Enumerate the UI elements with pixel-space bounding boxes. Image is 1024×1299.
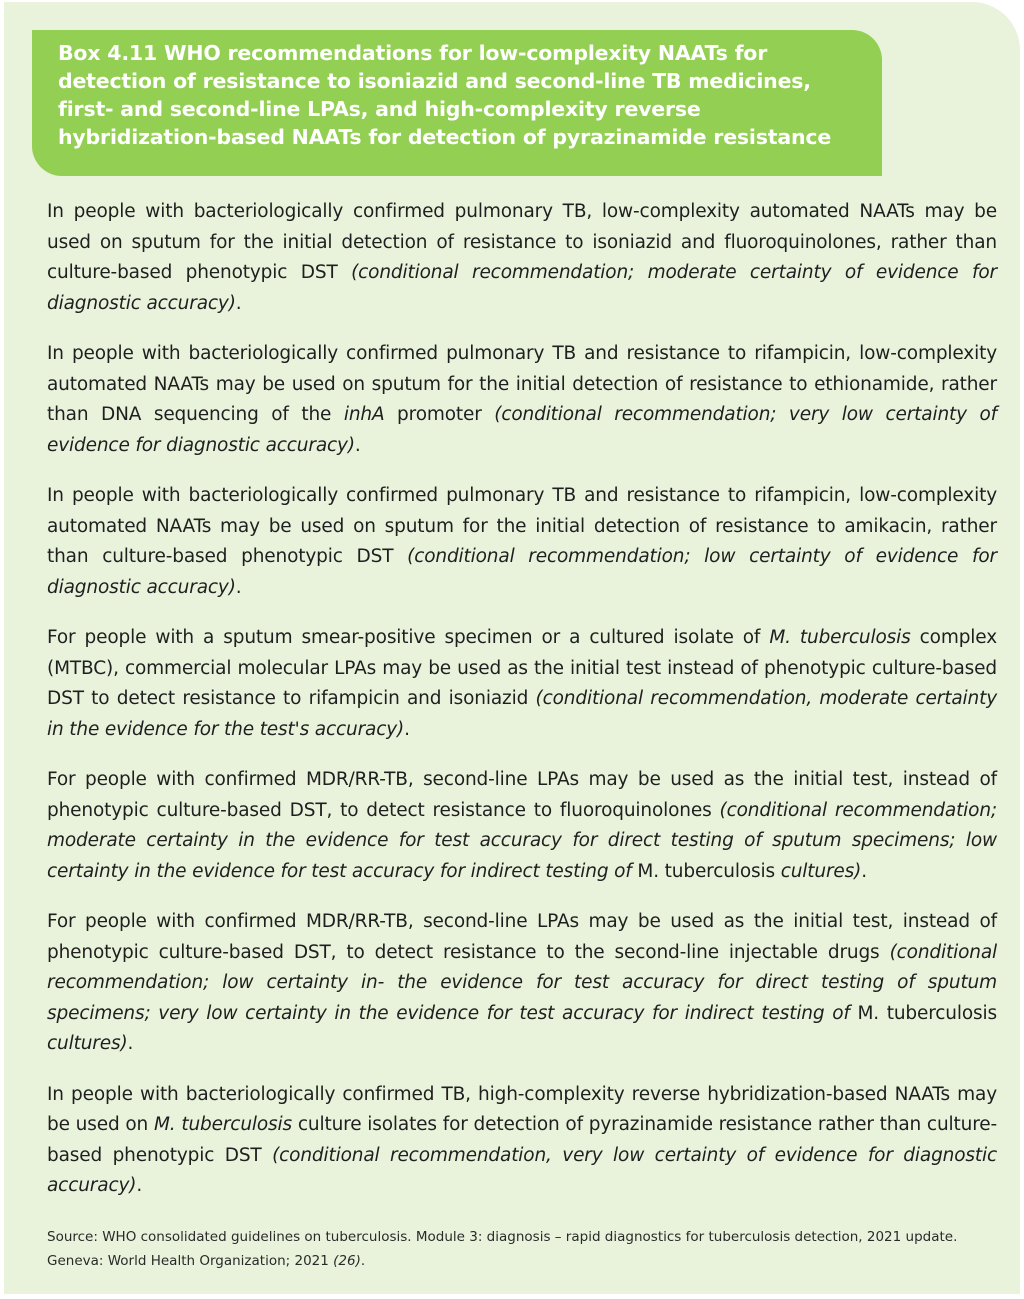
recommendation-4: For people with a sputum smear-positive specimen or a cultured isolate of M. tuberculosis complex (MTBC), commercial molecular LPAs may be used as the initial test instead of phenotypic culture-based DST to detect resistance to rifampicin and isoniazid (conditional recommendation, moderate certainty in the evidence for the test's accuracy).	[47, 627, 997, 740]
recommendations-list	[47, 197, 997, 1222]
recommendation-7: In people with bacteriologically confirmed TB, high-complexity reverse hybridization-based NAATs may be used on M. tuberculosis culture isolates for detection of pyrazinamide resistance rather than culture-based phenotypic DST (conditional recommendation, very low certainty of evidence for diagnostic accuracy).	[47, 1083, 998, 1196]
box-title: Box 4.11 WHO recommendations for low-complexity NAATs for detection of resistance to isoniazid and second-line TB medicines, first- and second-line LPAs, and high-complexity reverse hybridization-based NAATs for detection of pyrazinamide resistance	[58, 41, 832, 149]
recommendation-6: For people with confirmed MDR/RR-TB, second-line LPAs may be used as the initial test, instead of phenotypic culture-based DST, to detect resistance to the second-line injectable drugs (conditional recommendation; low certainty in- the evidence for test accuracy for direct testing of sputum specimens; very low certainty in the evidence for test accuracy for indirect testing of M. tuberculosis cultures).	[47, 911, 998, 1054]
source-citation: Source: WHO consolidated guidelines on tuberculosis. Module 3: diagnosis – rapid diagnostics for tuberculosis detection, 2021 update. Geneva: World Health Organization; 2021 (26).	[47, 1229, 958, 1269]
recommendation-5: For people with confirmed MDR/RR-TB, second-line LPAs may be used as the initial test, instead of phenotypic culture-based DST, to detect resistance to fluoroquinolones (conditional recommendation; moderate certainty in the evidence for test accuracy for direct testing of sputum specimens; low certainty in the evidence for test accuracy for indirect testing of M. tuberculosis cultures).	[47, 769, 997, 882]
recommendation-2: In people with bacteriologically confirmed pulmonary TB and resistance to rifampicin, low-complexity automated NAATs may be used on sputum for the initial detection of resistance to ethionamide, rather than DNA sequencing of the inhA promoter (conditional recommendation; very low certainty of evidence for diagnostic accuracy).	[47, 343, 998, 456]
recommendation-1: In people with bacteriologically confirmed pulmonary TB, low-complexity automated NAATs may be used on sputum for the initial detection of resistance to isoniazid and fluoroquinolones, rather than culture-based phenotypic DST (conditional recommendation; moderate certainty of evidence for diagnostic accuracy).	[47, 201, 997, 314]
box-header	[32, 30, 882, 176]
recommendation-3: In people with bacteriologically confirmed pulmonary TB and resistance to rifampicin, low-complexity automated NAATs may be used on sputum for the initial detection of resistance to amikacin, rather than culture-based phenotypic DST (conditional recommendation; low certainty of evidence for diagnostic accuracy).	[47, 485, 997, 598]
